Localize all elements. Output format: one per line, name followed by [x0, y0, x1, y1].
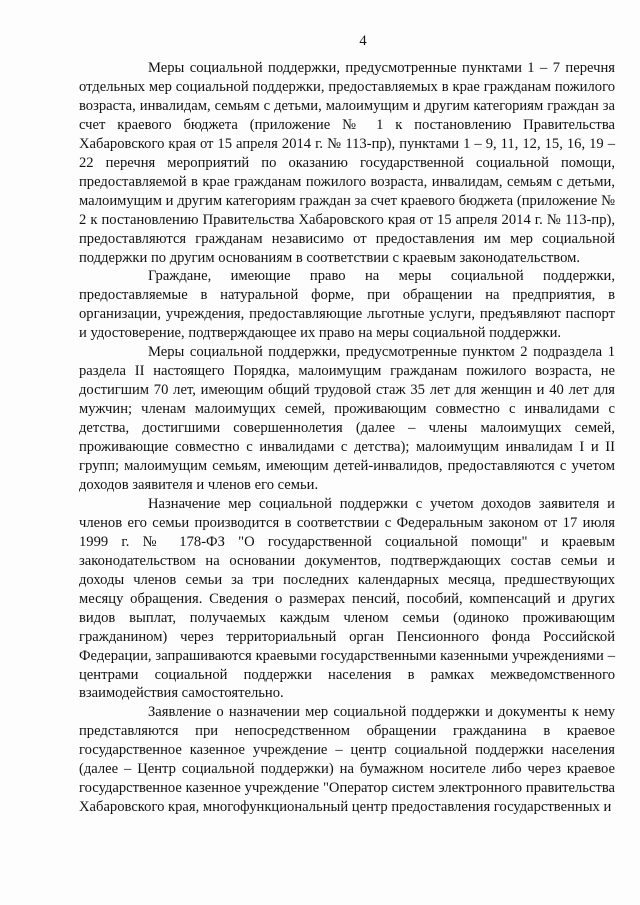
- paragraph-1: Меры социальной поддержки, предусмотренные пунктами 1 – 7 перечня отдельных мер социальной поддержки, предоставляемых в крае гражданам пожилого возраста, инвалидам, семьям с детьми, малоимущим и другим категориям граждан за счет краевого бюджета (приложение № 1 к постановлению Правительства Хабаровского края от 15 апреля 2014 г. № 113-пр), пунктами 1 – 9, 11, 12, 15, 16, 19 – 22 перечня мероприятий по оказанию государственной социальной помощи, предоставляемой в крае гражданам пожилого возраста, инвалидам, семьям с детьми, малоимущим и другим категориям граждан за счет краевого бюджета (приложение № 2 к постановлению Правительства Хабаровского края от 15 апреля 2014 г. № 113-пр), предоставляются гражданам независимо от предоставления им мер социальной поддержки по другим основаниям в соответствии с краевым законодательством.: [79, 60, 615, 266]
- body-text: [79, 59, 615, 817]
- paragraph-4: Назначение мер социальной поддержки с учетом доходов заявителя и членов его семьи производится в соответствии с Федеральным законом от 17 июля 1999 г. № 178-ФЗ "О государственной социальной помощи" и краевым законодательством на основании документов, подтверждающих состав семьи и доходы членов семьи за три последних календарных месяца, предшествующих месяцу обращения. Сведения о размерах пенсий, пособий, компенсаций и других видов выплат, получаемых каждым членом семьи (одиноко проживающим гражданином) через территориальный орган Пенсионного фонда Российской Федерации, запрашиваются краевыми государственными казенными учреждениями – центрами социальной поддержки населения в рамках межведомственного взаимодействия самостоятельно.: [79, 495, 615, 702]
- paragraph-5: Заявление о назначении мер социальной поддержки и документы к нему представляются при непосредственном обращении гражданина в краевое государственное казенное учреждение – центр социальной поддержки населения (далее – Центр социальной поддержки) на бумажном носителе либо через краевое государственное казенное учреждение "Оператор систем электронного правительства Хабаровского края, многофункциональный центр предоставления государственных и: [79, 704, 615, 816]
- paragraph-3: Меры социальной поддержки, предусмотренные пунктом 2 подраздела 1 раздела II настоящего Порядка, малоимущим гражданам пожилого возраста, не достигшим 70 лет, имеющим общий трудовой стаж 35 лет для женщин и 40 лет для мужчин; членам малоимущих семей, проживающим совместно с инвалидами с детства, достигшими совершеннолетия (далее – члены малоимущих семей, проживающие совместно с инвалидами с детства); малоимущим инвалидам I и II групп; малоимущим семьям, имеющим детей-инвалидов, предоставляются с учетом доходов заявителя и членов его семьи.: [79, 344, 615, 493]
- page-number: 4: [359, 33, 367, 49]
- paragraph-2: Граждане, имеющие право на меры социальной поддержки, предоставляемые в натуральной форме, при обращении на предприятия, в организации, учреждения, предоставляющие льготные услуги, предъявляют паспорт и удостоверение, подтверждающее их право на меры социальной поддержки.: [79, 268, 615, 342]
